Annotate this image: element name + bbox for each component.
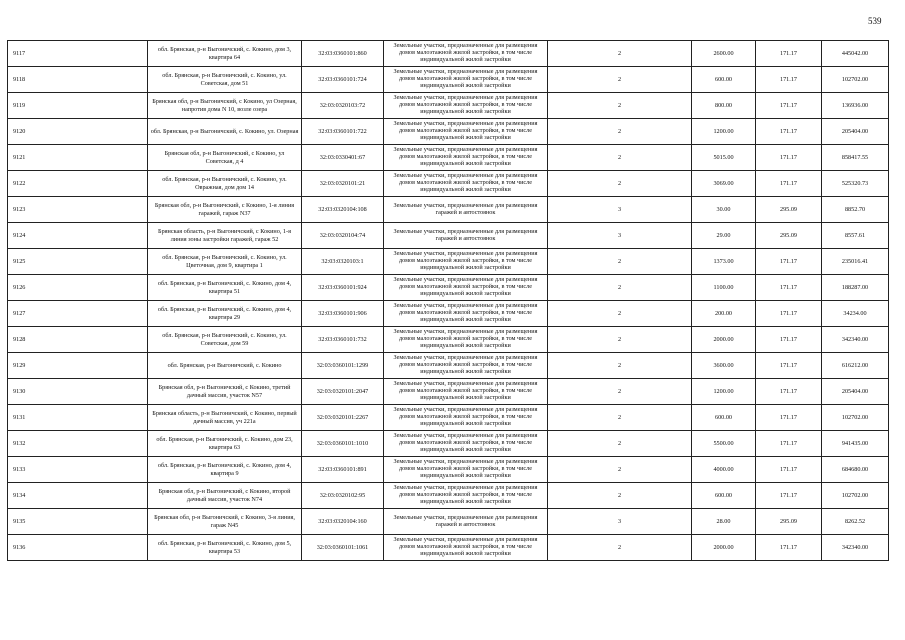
table-row xyxy=(8,67,889,93)
group-cell: 2 xyxy=(548,275,692,301)
group-cell: 2 xyxy=(548,535,692,561)
land-use-cell: Земельные участки, предназначенные для размещения домов малоэтажной жилой застройки, в том числе индивидуальной жилой застройки xyxy=(384,457,548,483)
table-row xyxy=(8,379,889,405)
cadastral-value-cell: 342340.00 xyxy=(822,327,889,353)
cadastral-number-cell: 32:03:0360101:1061 xyxy=(302,535,384,561)
cadastral-value-cell: 445042.00 xyxy=(822,41,889,67)
rate-cell: 171.17 xyxy=(756,41,822,67)
row-number: 9126 xyxy=(8,275,148,301)
rate-cell: 171.17 xyxy=(756,171,822,197)
group-cell: 2 xyxy=(548,119,692,145)
land-use-cell: Земельные участки, предназначенные для размещения домов малоэтажной жилой застройки, в том числе индивидуальной жилой застройки xyxy=(384,171,548,197)
cadastral-number-cell: 32:03:0320104:74 xyxy=(302,223,384,249)
table-row xyxy=(8,41,889,67)
area-cell: 600.00 xyxy=(692,405,756,431)
cadastral-value-cell: 8557.61 xyxy=(822,223,889,249)
cadastral-number-cell: 32:03:0360101:891 xyxy=(302,457,384,483)
table-body xyxy=(8,41,889,561)
land-use-cell: Земельные участки, предназначенные для размещения домов малоэтажной жилой застройки, в том числе индивидуальной жилой застройки xyxy=(384,327,548,353)
rate-cell: 171.17 xyxy=(756,93,822,119)
area-cell: 2600.00 xyxy=(692,41,756,67)
group-cell: 2 xyxy=(548,93,692,119)
table-row xyxy=(8,197,889,223)
rate-cell: 171.17 xyxy=(756,301,822,327)
area-cell: 800.00 xyxy=(692,93,756,119)
cadastral-number-cell: 32:03:0360101:732 xyxy=(302,327,384,353)
cadastral-number-cell: 32:03:0360101:724 xyxy=(302,67,384,93)
cadastral-number-cell: 32:03:0320104:160 xyxy=(302,509,384,535)
cadastral-value-cell: 136936.00 xyxy=(822,93,889,119)
cadastral-value-cell: 205404.00 xyxy=(822,119,889,145)
cadastral-value-cell: 34234.00 xyxy=(822,301,889,327)
table-row xyxy=(8,535,889,561)
area-cell: 5015.00 xyxy=(692,145,756,171)
rate-cell: 295.09 xyxy=(756,197,822,223)
cadastral-value-cell: 858417.55 xyxy=(822,145,889,171)
address-cell: Брянская область, р-н Выгоничский, с Кокино, первый дачный массив, уч 221а xyxy=(148,405,302,431)
group-cell: 2 xyxy=(548,457,692,483)
row-number: 9123 xyxy=(8,197,148,223)
row-number: 9118 xyxy=(8,67,148,93)
land-use-cell: Земельные участки, предназначенные для размещения гаражей и автостоянок xyxy=(384,197,548,223)
cadastral-number-cell: 32:03:0320103:1 xyxy=(302,249,384,275)
row-number: 9136 xyxy=(8,535,148,561)
group-cell: 2 xyxy=(548,249,692,275)
land-use-cell: Земельные участки, предназначенные для размещения домов малоэтажной жилой застройки, в том числе индивидуальной жилой застройки xyxy=(384,67,548,93)
land-use-cell: Земельные участки, предназначенные для размещения домов малоэтажной жилой застройки, в том числе индивидуальной жилой застройки xyxy=(384,431,548,457)
row-number: 9120 xyxy=(8,119,148,145)
table-row xyxy=(8,171,889,197)
address-cell: обл. Брянская, р-н Выгоничский, с. Кокино, дом 5, квартира 53 xyxy=(148,535,302,561)
table-row xyxy=(8,119,889,145)
cadastral-value-cell: 941435.00 xyxy=(822,431,889,457)
cadastral-number-cell: 32:03:0320103:72 xyxy=(302,93,384,119)
cadastral-value-cell: 102702.00 xyxy=(822,67,889,93)
rate-cell: 171.17 xyxy=(756,327,822,353)
cadastral-number-cell: 32:03:0360101:860 xyxy=(302,41,384,67)
rate-cell: 171.17 xyxy=(756,353,822,379)
group-cell: 2 xyxy=(548,379,692,405)
cadastral-number-cell: 32:03:0360101:722 xyxy=(302,119,384,145)
group-cell: 2 xyxy=(548,41,692,67)
cadastral-number-cell: 32:03:0320104:108 xyxy=(302,197,384,223)
address-cell: обл. Брянская, р-н Выгоничский, с. Кокино, ул. Озерная xyxy=(148,119,302,145)
rate-cell: 171.17 xyxy=(756,535,822,561)
address-cell: Брянская обл, р-н Выгоничский, с Кокино, ул Озерная, напротив дома N 10, возле озера xyxy=(148,93,302,119)
rate-cell: 171.17 xyxy=(756,145,822,171)
row-number: 9122 xyxy=(8,171,148,197)
address-cell: обл. Брянская, р-н Выгоничский, с. Кокино, ул. Овражная, дом дом 14 xyxy=(148,171,302,197)
land-use-cell: Земельные участки, предназначенные для размещения домов малоэтажной жилой застройки, в том числе индивидуальной жилой застройки xyxy=(384,145,548,171)
area-cell: 1200.00 xyxy=(692,119,756,145)
area-cell: 3069.00 xyxy=(692,171,756,197)
cadastral-value-cell: 188287.00 xyxy=(822,275,889,301)
cadastral-value-cell: 8852.70 xyxy=(822,197,889,223)
address-cell: Брянская обл, р-н Выгоничский, с Кокино, ул Советская, д 4 xyxy=(148,145,302,171)
cadastral-number-cell: 32:03:0360101:906 xyxy=(302,301,384,327)
table-row xyxy=(8,405,889,431)
table-row xyxy=(8,431,889,457)
cadastral-value-cell: 342340.00 xyxy=(822,535,889,561)
row-number: 9134 xyxy=(8,483,148,509)
rate-cell: 171.17 xyxy=(756,67,822,93)
group-cell: 2 xyxy=(548,431,692,457)
land-use-cell: Земельные участки, предназначенные для размещения домов малоэтажной жилой застройки, в том числе индивидуальной жилой застройки xyxy=(384,535,548,561)
group-cell: 2 xyxy=(548,301,692,327)
area-cell: 1200.00 xyxy=(692,379,756,405)
table-row xyxy=(8,249,889,275)
row-number: 9132 xyxy=(8,431,148,457)
group-cell: 3 xyxy=(548,223,692,249)
address-cell: обл. Брянская, р-н Выгоничский, с. Кокино, дом 23, квартира 63 xyxy=(148,431,302,457)
land-use-cell: Земельные участки, предназначенные для размещения домов малоэтажной жилой застройки, в том числе индивидуальной жилой застройки xyxy=(384,249,548,275)
cadastral-number-cell: 32:03:0360101:1299 xyxy=(302,353,384,379)
row-number: 9130 xyxy=(8,379,148,405)
cadastral-value-cell: 102702.00 xyxy=(822,483,889,509)
rate-cell: 171.17 xyxy=(756,457,822,483)
group-cell: 2 xyxy=(548,353,692,379)
rate-cell: 171.17 xyxy=(756,405,822,431)
cadastral-number-cell: 32:03:0330401:67 xyxy=(302,145,384,171)
address-cell: обл. Брянская, р-н Выгоничский, с. Кокино, ул. Советская, дом 59 xyxy=(148,327,302,353)
row-number: 9129 xyxy=(8,353,148,379)
address-cell: обл. Брянская, р-н Выгоничский, с. Кокино, дом 4, квартира 9 xyxy=(148,457,302,483)
cadastral-number-cell: 32:03:0360101:1010 xyxy=(302,431,384,457)
table-row xyxy=(8,457,889,483)
land-use-cell: Земельные участки, предназначенные для размещения домов малоэтажной жилой застройки, в том числе индивидуальной жилой застройки xyxy=(384,379,548,405)
page-number: 539 xyxy=(868,16,882,26)
cadastral-value-cell: 8262.52 xyxy=(822,509,889,535)
table-row xyxy=(8,223,889,249)
cadastral-value-cell: 235016.41 xyxy=(822,249,889,275)
group-cell: 2 xyxy=(548,405,692,431)
cadastral-value-cell: 102702.00 xyxy=(822,405,889,431)
area-cell: 2000.00 xyxy=(692,535,756,561)
area-cell: 29.00 xyxy=(692,223,756,249)
area-cell: 4000.00 xyxy=(692,457,756,483)
area-cell: 5500.00 xyxy=(692,431,756,457)
cadastral-value-cell: 525320.73 xyxy=(822,171,889,197)
land-use-cell: Земельные участки, предназначенные для размещения гаражей и автостоянок xyxy=(384,223,548,249)
rate-cell: 171.17 xyxy=(756,379,822,405)
group-cell: 2 xyxy=(548,145,692,171)
cadastral-number-cell: 32:03:0320101:21 xyxy=(302,171,384,197)
address-cell: Брянская область, р-н Выгоничский, с Кокино, 1-я линия зоны застройки гаражей, гараж 52 xyxy=(148,223,302,249)
area-cell: 600.00 xyxy=(692,67,756,93)
land-use-cell: Земельные участки, предназначенные для размещения домов малоэтажной жилой застройки, в том числе индивидуальной жилой застройки xyxy=(384,41,548,67)
row-number: 9127 xyxy=(8,301,148,327)
land-use-cell: Земельные участки, предназначенные для размещения домов малоэтажной жилой застройки, в том числе индивидуальной жилой застройки xyxy=(384,483,548,509)
area-cell: 200.00 xyxy=(692,301,756,327)
row-number: 9121 xyxy=(8,145,148,171)
area-cell: 28.00 xyxy=(692,509,756,535)
address-cell: обл. Брянская, р-н Выгоничский, с. Кокино, дом 4, квартира 29 xyxy=(148,301,302,327)
cadastral-number-cell: 32:03:0320101:2267 xyxy=(302,405,384,431)
group-cell: 2 xyxy=(548,483,692,509)
group-cell: 3 xyxy=(548,509,692,535)
group-cell: 3 xyxy=(548,197,692,223)
row-number: 9125 xyxy=(8,249,148,275)
table-row xyxy=(8,353,889,379)
cadastral-number-cell: 32:03:0320101:2047 xyxy=(302,379,384,405)
area-cell: 30.00 xyxy=(692,197,756,223)
address-cell: Брянская обл, р-н Выгоничский, с Кокино, третий дачный массив, участок N57 xyxy=(148,379,302,405)
cadastral-value-cell: 616212.00 xyxy=(822,353,889,379)
address-cell: обл. Брянская, р-н Выгоничский, с. Кокино, дом 4, квартира 51 xyxy=(148,275,302,301)
land-use-cell: Земельные участки, предназначенные для размещения домов малоэтажной жилой застройки, в том числе индивидуальной жилой застройки xyxy=(384,405,548,431)
row-number: 9135 xyxy=(8,509,148,535)
area-cell: 1100.00 xyxy=(692,275,756,301)
rate-cell: 295.09 xyxy=(756,223,822,249)
address-cell: обл. Брянская, р-н Выгоничский, с. Кокино, ул. Советская, дом 51 xyxy=(148,67,302,93)
address-cell: Брянская обл, р-н Выгоничский, с Кокино, 1-я линия гаражей, гараж N37 xyxy=(148,197,302,223)
row-number: 9117 xyxy=(8,41,148,67)
address-cell: Брянская обл, р-н Выгоничский, с Кокино, 3-я линия, гараж N45 xyxy=(148,509,302,535)
address-cell: обл. Брянская, р-н Выгоничский, с. Кокино xyxy=(148,353,302,379)
rate-cell: 295.09 xyxy=(756,509,822,535)
rate-cell: 171.17 xyxy=(756,431,822,457)
table-row xyxy=(8,145,889,171)
address-cell: обл. Брянская, р-н Выгоничский, с. Кокино, дом 3, квартира 64 xyxy=(148,41,302,67)
land-use-cell: Земельные участки, предназначенные для размещения домов малоэтажной жилой застройки, в том числе индивидуальной жилой застройки xyxy=(384,353,548,379)
address-cell: Брянская обл, р-н Выгоничский, с Кокино, второй дачный массив, участок N74 xyxy=(148,483,302,509)
area-cell: 2000.00 xyxy=(692,327,756,353)
land-use-cell: Земельные участки, предназначенные для размещения домов малоэтажной жилой застройки, в том числе индивидуальной жилой застройки xyxy=(384,93,548,119)
rate-cell: 171.17 xyxy=(756,483,822,509)
table-row xyxy=(8,275,889,301)
land-use-cell: Земельные участки, предназначенные для размещения домов малоэтажной жилой застройки, в том числе индивидуальной жилой застройки xyxy=(384,275,548,301)
land-use-cell: Земельные участки, предназначенные для размещения гаражей и автостоянок xyxy=(384,509,548,535)
land-use-cell: Земельные участки, предназначенные для размещения домов малоэтажной жилой застройки, в том числе индивидуальной жилой застройки xyxy=(384,301,548,327)
area-cell: 600.00 xyxy=(692,483,756,509)
table-row xyxy=(8,483,889,509)
row-number: 9119 xyxy=(8,93,148,119)
row-number: 9131 xyxy=(8,405,148,431)
table-row xyxy=(8,509,889,535)
rate-cell: 171.17 xyxy=(756,119,822,145)
group-cell: 2 xyxy=(548,171,692,197)
row-number: 9124 xyxy=(8,223,148,249)
row-number: 9133 xyxy=(8,457,148,483)
row-number: 9128 xyxy=(8,327,148,353)
cadastral-number-cell: 32:03:0360101:924 xyxy=(302,275,384,301)
land-use-cell: Земельные участки, предназначенные для размещения домов малоэтажной жилой застройки, в том числе индивидуальной жилой застройки xyxy=(384,119,548,145)
table-row xyxy=(8,301,889,327)
area-cell: 3600.00 xyxy=(692,353,756,379)
cadastral-value-cell: 205404.00 xyxy=(822,379,889,405)
area-cell: 1373.00 xyxy=(692,249,756,275)
land-registry-table xyxy=(7,40,889,561)
group-cell: 2 xyxy=(548,327,692,353)
address-cell: обл. Брянская, р-н Выгоничский, с. Кокино, ул. Цветочная, дом 9, квартира 1 xyxy=(148,249,302,275)
cadastral-value-cell: 684680.00 xyxy=(822,457,889,483)
group-cell: 2 xyxy=(548,67,692,93)
cadastral-number-cell: 32:03:0320102:95 xyxy=(302,483,384,509)
rate-cell: 171.17 xyxy=(756,275,822,301)
table-row xyxy=(8,327,889,353)
table-row xyxy=(8,93,889,119)
rate-cell: 171.17 xyxy=(756,249,822,275)
